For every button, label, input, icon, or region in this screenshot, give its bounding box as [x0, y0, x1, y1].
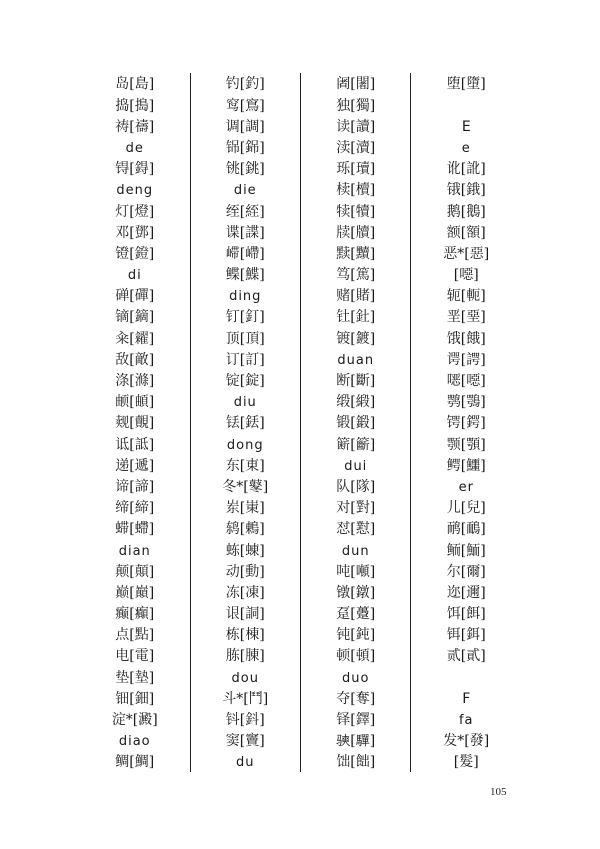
character-pair: 趸[躉] — [336, 606, 376, 623]
character-pair: 铞[銱] — [225, 139, 265, 156]
pinyin-heading: ding — [229, 289, 262, 305]
character-pair: 顶[頂] — [225, 330, 265, 347]
character-pair: 读[讀] — [336, 118, 376, 135]
character-pair: 镫[鐙] — [115, 245, 155, 262]
character-pair: 斗*[鬥] — [222, 690, 269, 707]
character-pair: 涤[滌] — [115, 373, 155, 390]
character-pair: 锇[鋨] — [446, 182, 486, 199]
character-pair: 牍[牘] — [336, 224, 376, 241]
character-pair: 鲷[鯛] — [115, 754, 155, 771]
character-pair: 敌[敵] — [115, 351, 155, 368]
pinyin-heading: di — [127, 268, 142, 284]
character-pair: 夺[奪] — [336, 690, 376, 707]
column-divider — [300, 73, 301, 772]
character-pair: 迩[邇] — [446, 584, 486, 601]
character-pair: 䃅[磾] — [115, 288, 155, 305]
pinyin-heading: deng — [116, 183, 154, 199]
character-pair: 谔[諤] — [446, 351, 486, 368]
table-column-1 — [80, 74, 191, 773]
character-pair: 垫[墊] — [115, 669, 155, 686]
character-pair: 捣[搗] — [115, 97, 155, 114]
character-pair: 对[對] — [336, 500, 376, 517]
character-pair: 𬣳[詷] — [225, 606, 265, 623]
character-pair: 簖[籪] — [336, 436, 376, 453]
character-pair: 钓[釣] — [225, 76, 265, 93]
pinyin-heading: er — [458, 479, 474, 495]
pinyin-heading: e — [461, 140, 471, 156]
character-pair: 东[東] — [225, 457, 265, 474]
character-pair: 饿[餓] — [446, 330, 486, 347]
blank-cell — [411, 668, 522, 689]
character-pair: 鸫[鶇] — [225, 521, 265, 538]
character-pair: [噁] — [453, 267, 479, 284]
character-pair: 恶*[惡] — [443, 245, 490, 262]
character-pair: 鳄[鱷] — [446, 457, 486, 474]
character-pair: 𫶇[嵽] — [225, 245, 265, 262]
character-pair: 铫[銚] — [225, 161, 265, 178]
pinyin-heading: diu — [233, 395, 257, 411]
character-pair: 窎[窵] — [225, 97, 265, 114]
character-pair: 巅[巔] — [115, 584, 155, 601]
character-pair: 额[額] — [446, 224, 486, 241]
character-pair: 调[調] — [225, 118, 265, 135]
character-pair: 吨[噸] — [336, 563, 376, 580]
character-pair: 堕[墮] — [446, 76, 486, 93]
character-pair: 鹗[鶚] — [446, 394, 486, 411]
character-pair: 断[斷] — [336, 373, 376, 390]
character-pair: 淀*[澱] — [111, 712, 158, 729]
character-pair: 窦[竇] — [225, 733, 265, 750]
character-pair: 祷[禱] — [115, 118, 155, 135]
character-pair: 椟[櫝] — [336, 182, 376, 199]
character-pair: 觌[覿] — [115, 415, 155, 432]
character-pair: 籴[糴] — [115, 330, 155, 347]
character-pair: 发*[發] — [443, 733, 490, 750]
character-pair: [髮] — [453, 754, 479, 771]
character-pair: 贰[貳] — [446, 648, 486, 665]
character-pair: 电[電] — [115, 648, 155, 665]
character-pair: 缔[締] — [115, 500, 155, 517]
character-pair: 鲕[鮞] — [446, 542, 486, 559]
character-pair: 绖[絰] — [225, 203, 265, 220]
character-pair: 邓[鄧] — [115, 224, 155, 241]
character-pair: 𬍛[瓄] — [336, 161, 376, 178]
character-pair: 赌[賭] — [336, 288, 376, 305]
character-pair: 𫫇[噁] — [446, 373, 486, 390]
character-pair: 钿[鈿] — [115, 690, 155, 707]
character-pair: 独[獨] — [336, 97, 376, 114]
character-pair: 缎[緞] — [336, 394, 376, 411]
character-pair: 顿[頓] — [336, 648, 376, 665]
pinyin-heading: du — [236, 755, 255, 771]
pinyin-heading: die — [233, 183, 257, 199]
character-pair: 儿[兒] — [446, 500, 486, 517]
character-pair: 𬟽[蝀] — [225, 542, 265, 559]
character-pair: 讹[訛] — [446, 161, 486, 178]
pinyin-heading: dui — [344, 458, 368, 474]
character-pair: 岛[島] — [115, 76, 155, 93]
column-divider — [410, 73, 411, 772]
letter-heading: F — [462, 690, 471, 707]
character-pair: 钍[釷] — [336, 309, 376, 326]
character-pair: 犊[犢] — [336, 203, 376, 220]
character-pair: 轭[軛] — [446, 288, 486, 305]
character-pair: 动[動] — [225, 563, 265, 580]
blank-cell — [411, 96, 522, 117]
character-pair: 谛[諦] — [115, 478, 155, 495]
character-pair: 癫[癲] — [115, 606, 155, 623]
character-pair: 锭[錠] — [225, 373, 265, 390]
character-pair: 镝[鏑] — [115, 309, 155, 326]
character-pair: 递[遞] — [115, 457, 155, 474]
character-pair: 镦[鐓] — [336, 584, 376, 601]
character-pair: 灯[燈] — [115, 203, 155, 220]
character-pair: 鸸[鴯] — [446, 521, 486, 538]
table-column-2 — [190, 74, 301, 773]
pinyin-heading: duo — [342, 670, 370, 686]
character-pair: 钉[釘] — [225, 309, 265, 326]
character-pair: 镀[鍍] — [336, 330, 376, 347]
character-pair: 栋[棟] — [225, 627, 265, 644]
character-pair: 饳[飿] — [336, 754, 376, 771]
character-pair: 𬱖[頔] — [115, 394, 155, 411]
character-pair: 𫘭[驒] — [336, 733, 376, 750]
pinyin-heading: dong — [226, 437, 264, 453]
character-pair: 渎[瀆] — [336, 139, 376, 156]
pinyin-heading: diao — [118, 734, 151, 750]
character-pair: 饵[餌] — [446, 606, 486, 623]
character-pair: 尔[爾] — [446, 563, 486, 580]
page-number: 105 — [490, 786, 507, 798]
character-pair: 谍[諜] — [225, 224, 265, 241]
character-pair: 阇[闍] — [336, 76, 376, 93]
pinyin-heading: duan — [337, 352, 375, 368]
character-pair: 鹅[鵝] — [446, 203, 486, 220]
character-pair: 锝[鍀] — [115, 161, 155, 178]
character-pair: 点[點] — [115, 627, 155, 644]
character-pair: 颚[顎] — [446, 436, 486, 453]
character-pair: 诋[詆] — [115, 436, 155, 453]
column-divider — [190, 73, 191, 772]
character-pair: 铒[鉺] — [446, 627, 486, 644]
character-pair: 黩[黷] — [336, 245, 376, 262]
character-pair: 䗖[螮] — [115, 521, 155, 538]
character-pair: 岽[崬] — [225, 500, 265, 517]
character-pair: 钝[鈍] — [336, 627, 376, 644]
table-column-3 — [301, 74, 412, 773]
character-pair: 订[訂] — [225, 351, 265, 368]
character-pair: 冬*[鼕] — [222, 478, 269, 495]
character-pair: 队[隊] — [336, 478, 376, 495]
pinyin-heading: dou — [231, 670, 259, 686]
character-pair: 锷[鍔] — [446, 415, 486, 432]
pinyin-heading: fa — [458, 713, 474, 729]
character-pair: 笃[篤] — [336, 267, 376, 284]
pinyin-heading: dun — [341, 543, 370, 559]
character-pair: 铎[鐸] — [336, 712, 376, 729]
character-pair: 铥[銩] — [225, 415, 265, 432]
letter-heading: E — [461, 118, 471, 135]
pinyin-heading: dian — [118, 543, 151, 559]
character-pair: 冻[凍] — [225, 584, 265, 601]
character-pair: 垩[堊] — [446, 309, 486, 326]
character-pair: 钭[鈄] — [225, 712, 265, 729]
character-pair: 怼[懟] — [336, 521, 376, 538]
character-pair: 锻[鍛] — [336, 415, 376, 432]
character-pair: 颠[顛] — [115, 563, 155, 580]
character-pair: 鲽[鰈] — [225, 267, 265, 284]
pinyin-heading: de — [125, 140, 144, 156]
table-column-4 — [411, 74, 522, 773]
character-pair: 胨[腖] — [225, 648, 265, 665]
